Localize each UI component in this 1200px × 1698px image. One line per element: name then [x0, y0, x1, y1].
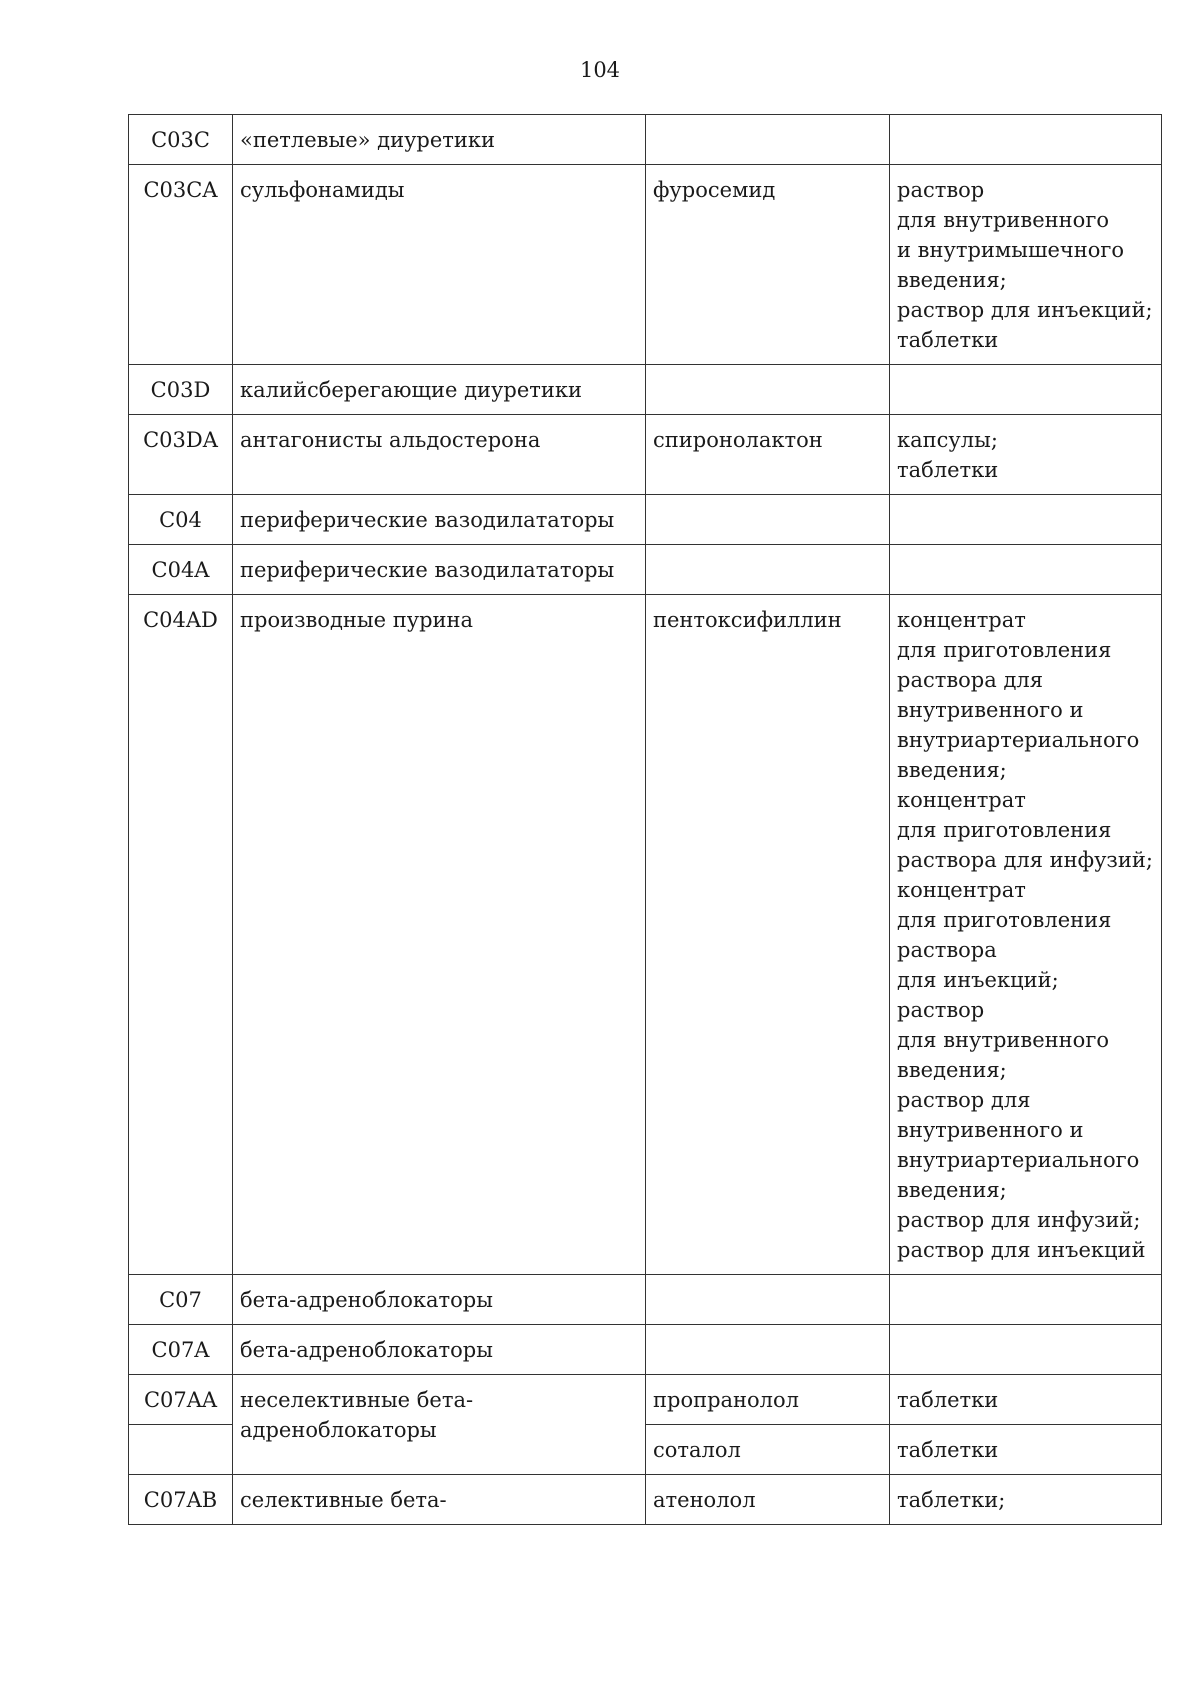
drug-name-cell — [646, 495, 890, 545]
dosage-form-line: и внутримышечного — [897, 238, 1125, 262]
drug-name-cell — [646, 365, 890, 415]
atc-code-cell: C04AD — [129, 595, 233, 1275]
atc-code-cell: C03DA — [129, 415, 233, 495]
dosage-form-line: для внутривенного — [897, 1028, 1109, 1052]
dosage-form-line: раствора для — [897, 668, 1043, 692]
dosage-form-line: раствор для инъекций; — [897, 298, 1153, 322]
dosage-form-line: введения; — [897, 1178, 1007, 1202]
dosage-form-line: внутриартериального — [897, 1148, 1140, 1172]
dosage-form-cell — [890, 1325, 1162, 1375]
dosage-form-cell — [890, 1475, 1162, 1525]
dosage-form-line: таблетки — [897, 1388, 999, 1412]
group-name-cell: селективные бета- — [233, 1475, 646, 1525]
dosage-form-line: введения; — [897, 268, 1007, 292]
group-name-cell — [233, 1375, 646, 1475]
group-name-cell: антагонисты альдостерона — [233, 415, 646, 495]
dosage-form-line: таблетки — [897, 1438, 999, 1462]
table-row — [129, 415, 1162, 495]
dosage-form-line: концентрат — [897, 608, 1026, 632]
atc-code-cell: C03C — [129, 115, 233, 165]
dosage-form-line: введения; — [897, 758, 1007, 782]
dosage-form-cell — [890, 545, 1162, 595]
dosage-form-cell — [890, 415, 1162, 495]
table-row — [129, 365, 1162, 415]
dosage-form-line: таблетки; — [897, 1488, 1006, 1512]
dosage-form-line: внутривенного и — [897, 698, 1084, 722]
page-number: 104 — [579, 58, 621, 82]
atc-code-cell: C03CA — [129, 165, 233, 365]
drug-name-cell: фуросемид — [646, 165, 890, 365]
dosage-form-line: для внутривенного — [897, 208, 1109, 232]
drug-name-cell: пропранолол — [646, 1375, 890, 1425]
table-row — [129, 1475, 1162, 1525]
table-row — [129, 545, 1162, 595]
table-row — [129, 595, 1162, 1275]
dosage-form-cell — [890, 595, 1162, 1275]
drug-name-cell: соталол — [646, 1425, 890, 1475]
table-row — [129, 1375, 1162, 1425]
atc-code-cell: C07AA — [129, 1375, 233, 1425]
dosage-form-cell — [890, 115, 1162, 165]
dosage-form-cell — [890, 495, 1162, 545]
drug-name-cell: спиронолактон — [646, 415, 890, 495]
dosage-form-cell — [890, 1275, 1162, 1325]
drug-name-cell: атенолол — [646, 1475, 890, 1525]
group-name-cell: сульфонамиды — [233, 165, 646, 365]
group-name-cell: «петлевые» диуретики — [233, 115, 646, 165]
group-name-line: адреноблокаторы — [240, 1418, 437, 1442]
dosage-form-cell — [890, 1425, 1162, 1475]
dosage-form-line: для инъекций; — [897, 968, 1059, 992]
table-row — [129, 1275, 1162, 1325]
dosage-form-line: таблетки — [897, 328, 999, 352]
dosage-form-line: концентрат — [897, 878, 1026, 902]
dosage-form-line: раствор для — [897, 1088, 1031, 1112]
drug-name-cell — [646, 545, 890, 595]
group-name-cell: бета-адреноблокаторы — [233, 1275, 646, 1325]
atc-code-cell: C07 — [129, 1275, 233, 1325]
group-name-cell: периферические вазодилататоры — [233, 545, 646, 595]
group-name-cell: производные пурина — [233, 595, 646, 1275]
drug-name-cell — [646, 1275, 890, 1325]
atc-code-cell: C07A — [129, 1325, 233, 1375]
dosage-form-line: для приготовления — [897, 818, 1112, 842]
dosage-form-line: капсулы; — [897, 428, 998, 452]
dosage-form-line: раствор для инъекций — [897, 1238, 1146, 1262]
dosage-form-line: для приготовления — [897, 638, 1112, 662]
drug-name-cell — [646, 115, 890, 165]
drug-name-cell: пентоксифиллин — [646, 595, 890, 1275]
table-row — [129, 495, 1162, 545]
group-name-cell: периферические вазодилататоры — [233, 495, 646, 545]
group-name-cell: бета-адреноблокаторы — [233, 1325, 646, 1375]
table-row — [129, 165, 1162, 365]
group-name-line: неселективные бета- — [240, 1388, 474, 1412]
dosage-form-line: раствор для инфузий; — [897, 1208, 1141, 1232]
dosage-form-cell — [890, 165, 1162, 365]
dosage-form-line: для приготовления — [897, 908, 1112, 932]
drug-name-cell — [646, 1325, 890, 1375]
table-row — [129, 1325, 1162, 1375]
dosage-form-cell — [890, 365, 1162, 415]
dosage-form-line: раствора — [897, 938, 997, 962]
dosage-form-line: таблетки — [897, 458, 999, 482]
medication-table-body — [129, 115, 1162, 1525]
dosage-form-line: внутриартериального — [897, 728, 1140, 752]
atc-code-cell: C04A — [129, 545, 233, 595]
atc-code-cell: C04 — [129, 495, 233, 545]
group-name-cell: калийсберегающие диуретики — [233, 365, 646, 415]
dosage-form-line: раствора для инфузий; — [897, 848, 1153, 872]
dosage-form-line: внутривенного и — [897, 1118, 1084, 1142]
atc-code-cell: C07AB — [129, 1475, 233, 1525]
dosage-form-line: раствор — [897, 998, 985, 1022]
dosage-form-line: концентрат — [897, 788, 1026, 812]
medication-table — [128, 114, 1162, 1525]
atc-code-cell — [129, 1425, 233, 1475]
atc-code-cell: C03D — [129, 365, 233, 415]
table-row — [129, 115, 1162, 165]
dosage-form-line: раствор — [897, 178, 985, 202]
dosage-form-line: введения; — [897, 1058, 1007, 1082]
dosage-form-cell — [890, 1375, 1162, 1425]
